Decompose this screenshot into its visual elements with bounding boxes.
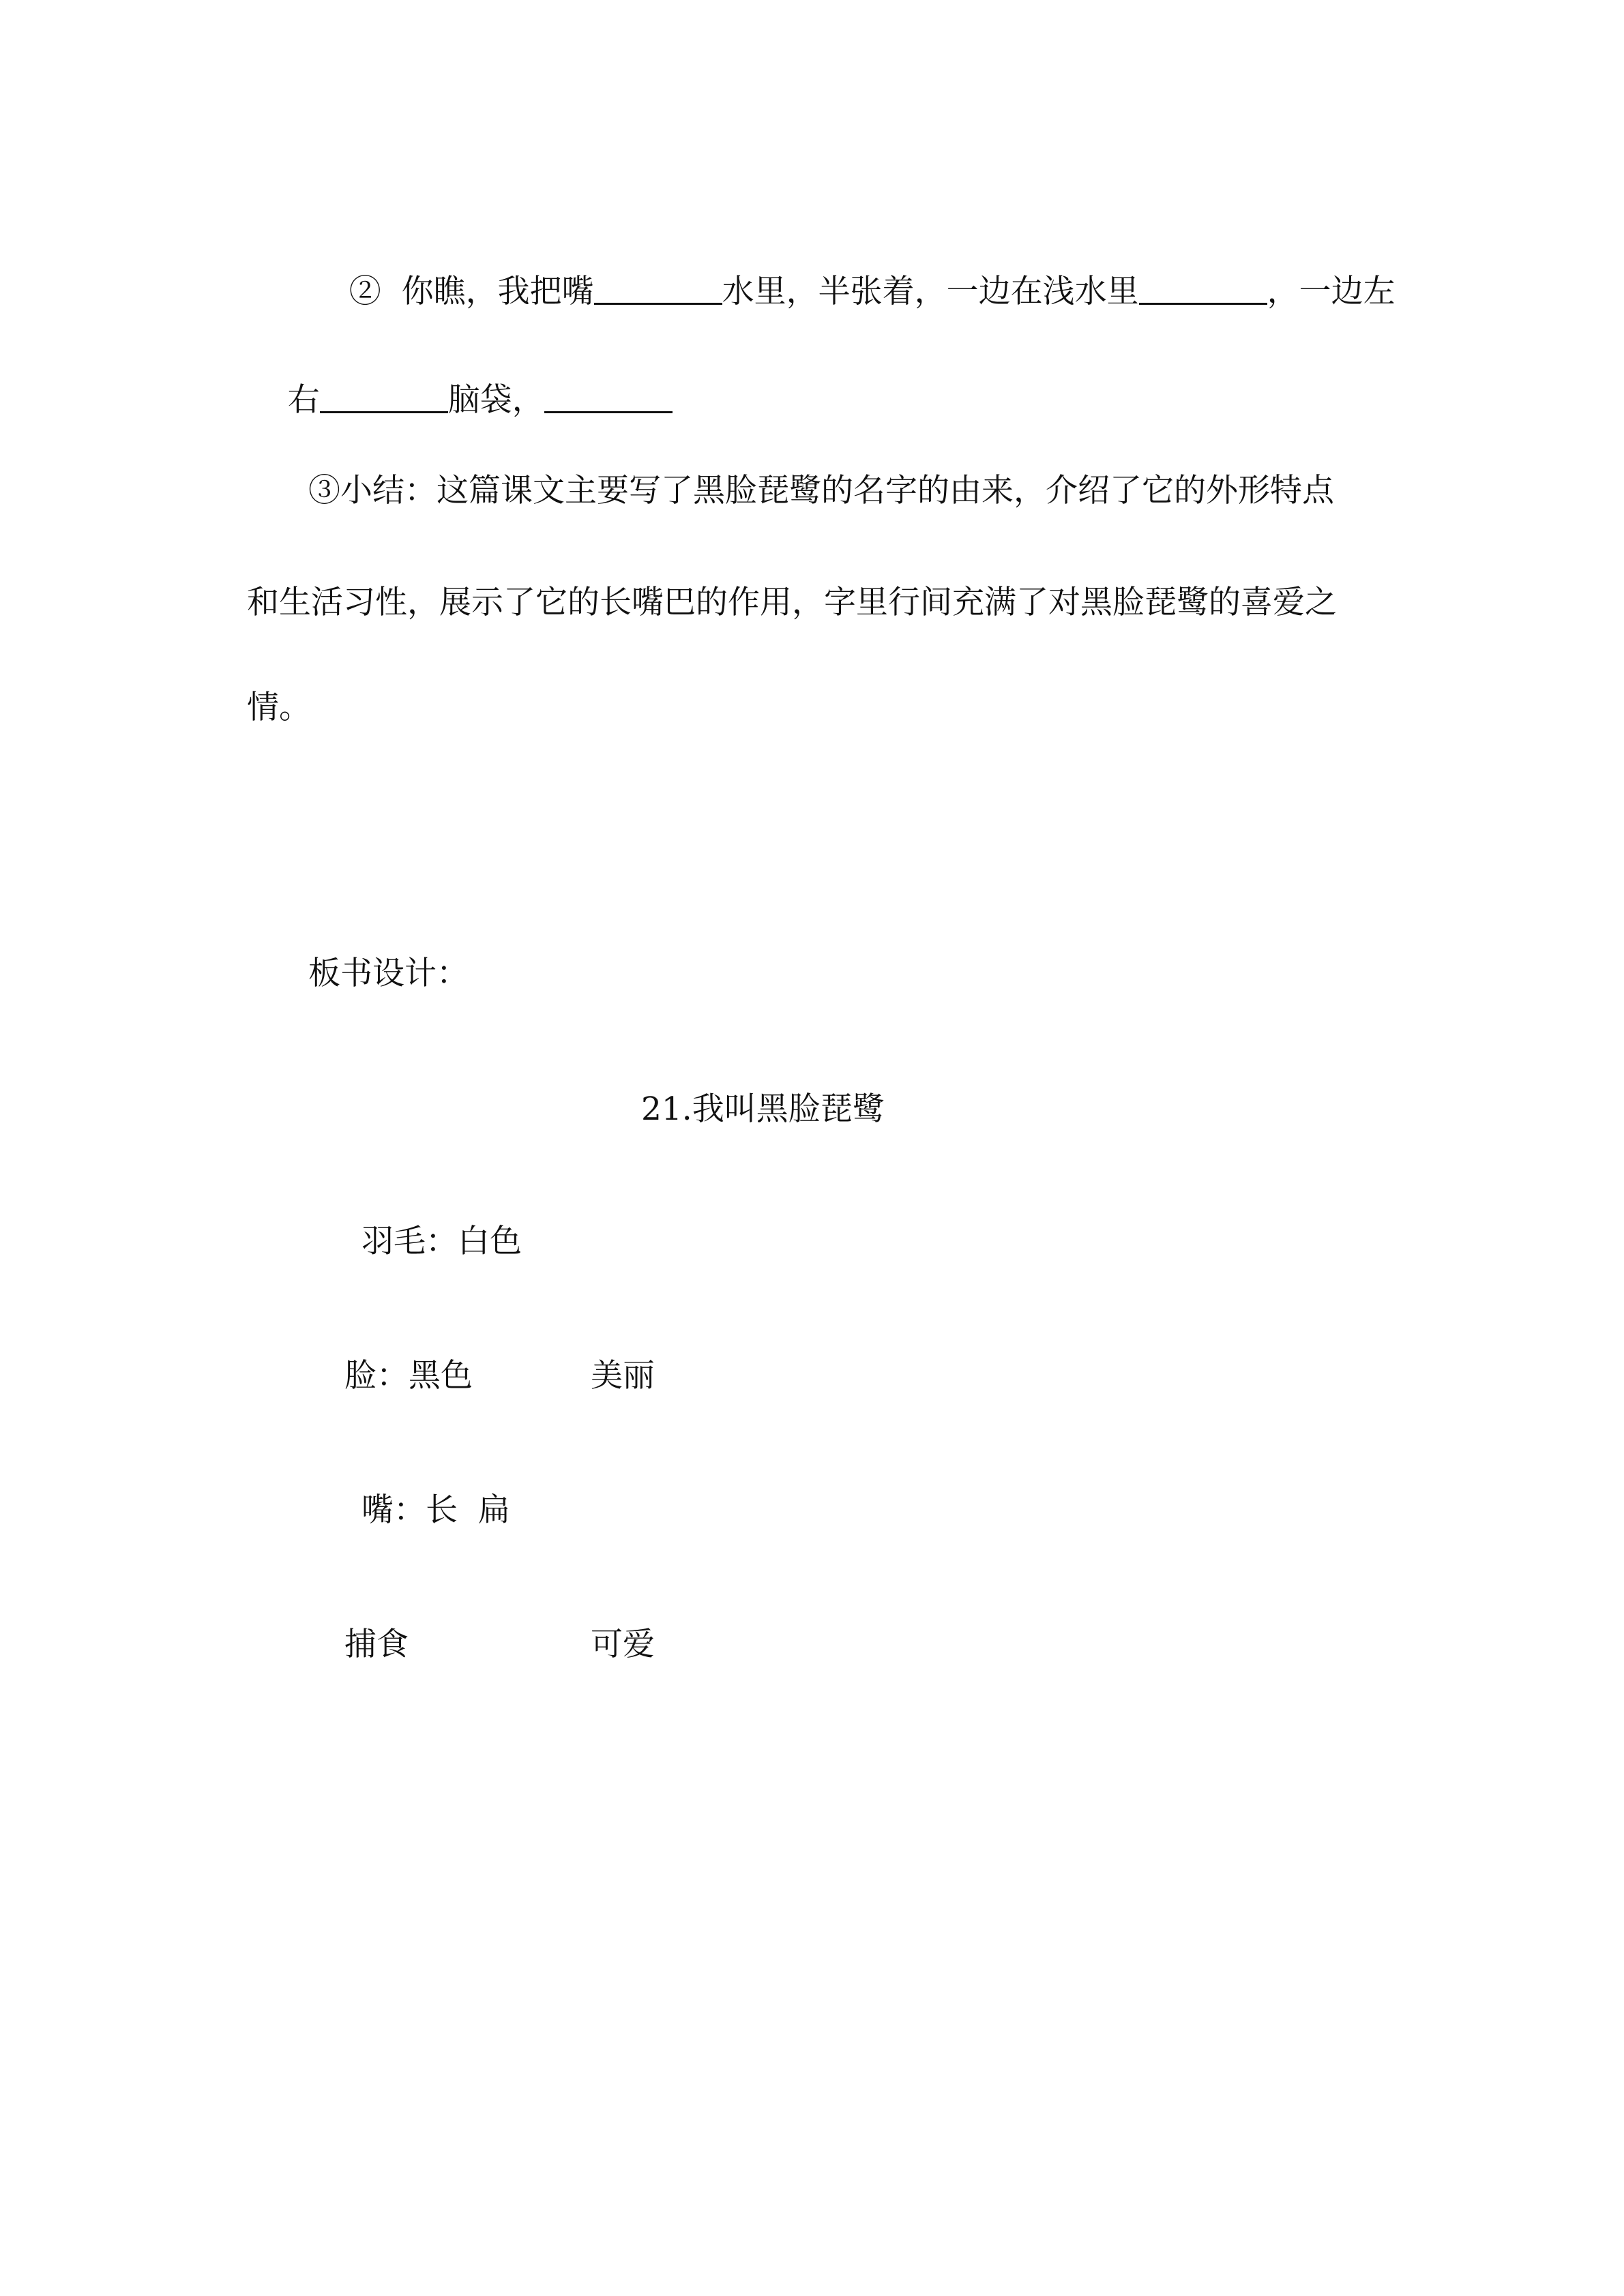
board-title: 21.我叫黑脸琵鹭 [641, 1090, 885, 1128]
question-2-line-2-prefix: 右 [287, 381, 320, 419]
summary-line-2: 和生活习性，展示了它的长嘴巴的作用，字里行间充满了对黑脸琵鹭的喜爱之 [247, 584, 1337, 621]
question-2-line-1 [308, 230, 1396, 353]
question-2-mid: 水里，半张着，一边在浅水里 [722, 273, 1139, 310]
summary-line-1: ③小结：这篇课文主要写了黑脸琵鹭的名字的由来，介绍了它的外形特点 [308, 472, 1334, 509]
board-design-heading: 板书设计： [308, 955, 469, 992]
board-beak: 嘴：长 扁 [361, 1491, 510, 1529]
board-feather: 羽毛：白色 [361, 1223, 522, 1260]
board-lovely: 可爱 [591, 1626, 655, 1663]
question-2-line-2-mid: 脑袋， [447, 381, 544, 419]
answer-blank-4 [544, 384, 673, 413]
board-face: 脸：黑色 [344, 1357, 473, 1395]
board-hunting: 捕食 [344, 1626, 409, 1663]
question-2-line-2 [247, 339, 673, 462]
question-2-prefix: ② 你瞧，我把嘴 [349, 273, 594, 310]
board-beautiful: 美丽 [591, 1357, 655, 1395]
answer-blank-3 [320, 384, 448, 413]
answer-blank-2 [1139, 275, 1267, 305]
answer-blank-1 [594, 275, 722, 305]
summary-line-3: 情。 [247, 689, 311, 726]
question-2-suffix: ，一边左 [1267, 273, 1396, 310]
